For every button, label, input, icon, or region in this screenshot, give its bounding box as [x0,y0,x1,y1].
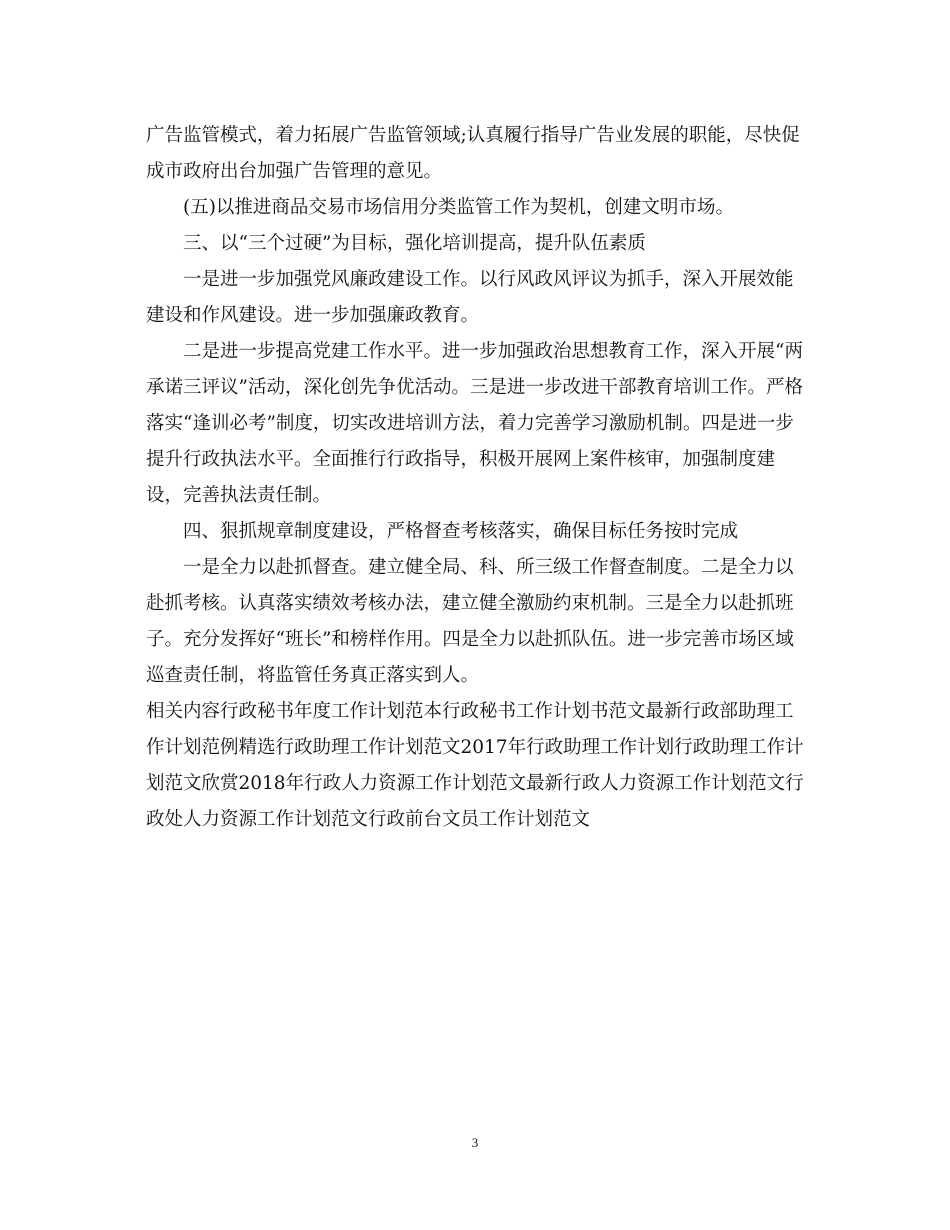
section-heading-three: 三、以“三个过硬”为目标，强化培训提高，提升队伍素质 [183,233,646,254]
paragraph-item-five: (五)以推进商品交易市场信用分类监管工作为契机，创建文明市场。 [183,197,734,218]
paragraph-party-conduct: 一是进一步加强党风廉政建设工作。以行风政风评议为抓手，深入开展效能建设和作风建设。进一步加强廉政教育。 [146,269,794,326]
document-body [146,118,808,838]
paragraph-continuation: 广告监管模式，着力拓展广告监管领域;认真履行指导广告业发展的职能，尽快促成市政府出台加强广告管理的意见。 [146,125,800,182]
page-number: 3 [471,1135,479,1150]
section-heading-four: 四、狠抓规章制度建设，严格督查考核落实，确保目标任务按时完成 [183,521,739,542]
paragraph-party-building: 二是进一步提高党建工作水平。进一步加强政治思想教育工作，深入开展“两承诺三评议”活动，深化创先争优活动。三是进一步改进干部教育培训工作。严格落实“逢训必考”制度，切实改进培训方法，着力完善学习激励机制。四是进一步提升行政执法水平。全面推行行政指导，积极开展网上案件核审，加强制度建设，完善执法责任制。 [146,341,803,506]
related-content-links[interactable]: 相关内容行政秘书年度工作计划范本行政秘书工作计划书范文最新行政部助理工作计划范例精选行政助理工作计划范文2017年行政助理工作计划行政助理工作计划范文欣赏2018年行政人力资源工作计划范文最新行政人力资源工作计划范文行政处人力资源工作计划范文行政前台文员工作计划范文 [146,701,804,830]
paragraph-supervision: 一是全力以赴抓督查。建立健全局、科、所三级工作督查制度。二是全力以赴抓考核。认真落实绩效考核办法，建立健全激励约束机制。三是全力以赴抓班子。充分发挥好“班长”和榜样作用。四是全力以赴抓队伍。进一步完善市场区域巡查责任制，将监管任务真正落实到人。 [146,557,794,686]
